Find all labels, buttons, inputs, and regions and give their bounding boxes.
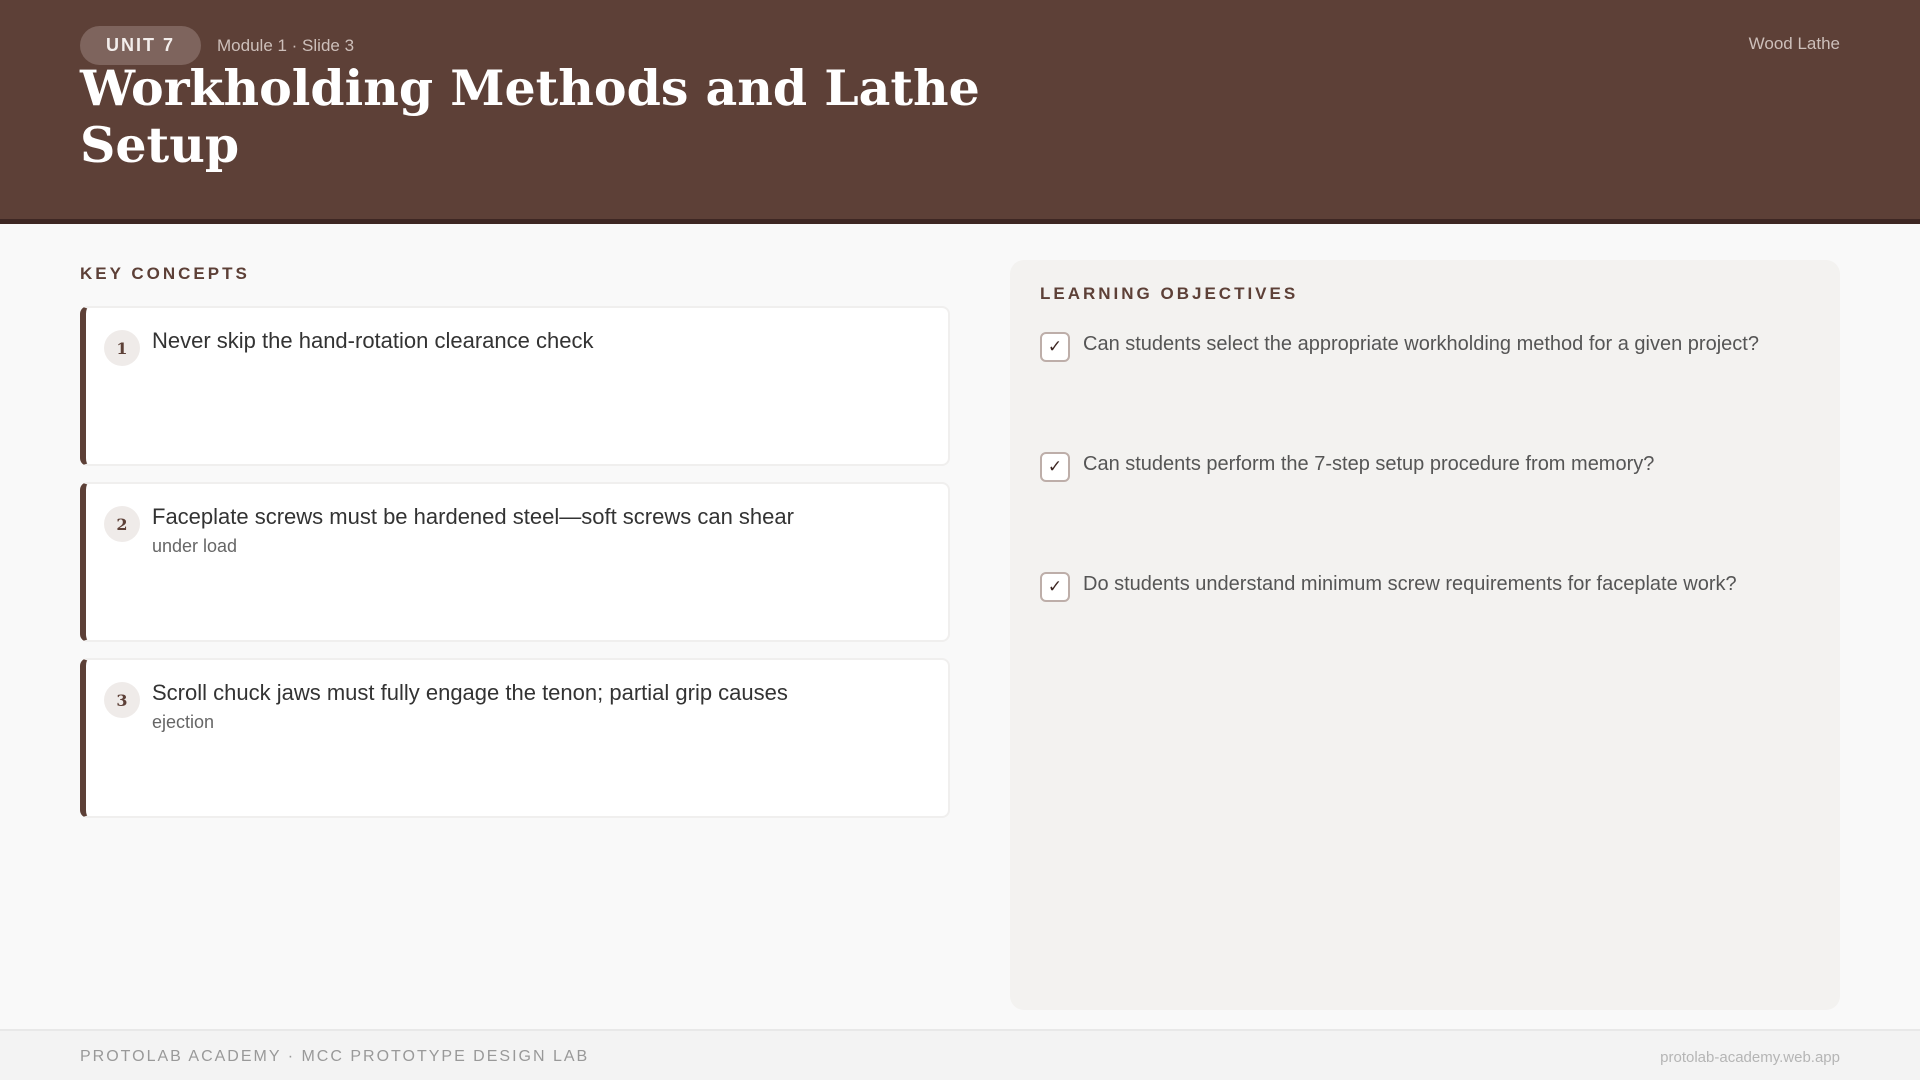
learning-objectives-panel: [1010, 260, 1840, 1010]
concept-card: [80, 482, 950, 642]
slide-header: [0, 0, 1920, 224]
footer-org-label: PROTOLAB ACADEMY · MCC PROTOTYPE DESIGN LAB: [80, 1048, 590, 1065]
key-concepts-list: [80, 306, 950, 818]
checkbox-check-icon[interactable]: ✓: [1040, 332, 1070, 362]
objective-item: [1040, 570, 1810, 690]
slide-title: Workholding Methods and Lathe Setup: [80, 59, 980, 174]
unit-badge: UNIT 7: [80, 26, 201, 65]
concept-card: [80, 306, 950, 466]
key-concepts-heading: KEY CONCEPTS: [80, 264, 250, 283]
objective-item: [1040, 330, 1810, 450]
concept-subtext: ejection: [152, 712, 215, 732]
slide-footer: [0, 1029, 1920, 1080]
checkbox-check-icon[interactable]: ✓: [1040, 572, 1070, 602]
objective-text: Can students perform the 7-step setup procedure from memory?: [1083, 453, 1655, 475]
concept-card: [80, 658, 950, 818]
concept-text: Never skip the hand-rotation clearance check: [152, 328, 594, 353]
concept-subtext: under load: [152, 536, 238, 556]
objective-text: Can students select the appropriate workholding method for a given project?: [1083, 333, 1759, 355]
concept-number-badge: 3: [104, 682, 140, 718]
objectives-list: [1040, 330, 1810, 690]
concept-text: Scroll chuck jaws must fully engage the tenon; partial grip causes: [152, 680, 788, 705]
objective-text: Do students understand minimum screw requirements for faceplate work?: [1083, 573, 1737, 595]
key-concepts-section: [80, 264, 950, 834]
concept-number-badge: 2: [104, 506, 140, 542]
learning-objectives-heading: LEARNING OBJECTIVES: [1040, 284, 1299, 303]
course-label: Wood Lathe: [1748, 34, 1840, 53]
concept-text: Faceplate screws must be hardened steel—soft screws can shear: [152, 504, 794, 529]
footer-url-link[interactable]: protolab-academy.web.app: [1660, 1049, 1840, 1066]
objective-item: [1040, 450, 1810, 570]
module-slide-label: Module 1 · Slide 3: [217, 35, 355, 55]
checkbox-check-icon[interactable]: ✓: [1040, 452, 1070, 482]
concept-number-badge: 1: [104, 330, 140, 366]
